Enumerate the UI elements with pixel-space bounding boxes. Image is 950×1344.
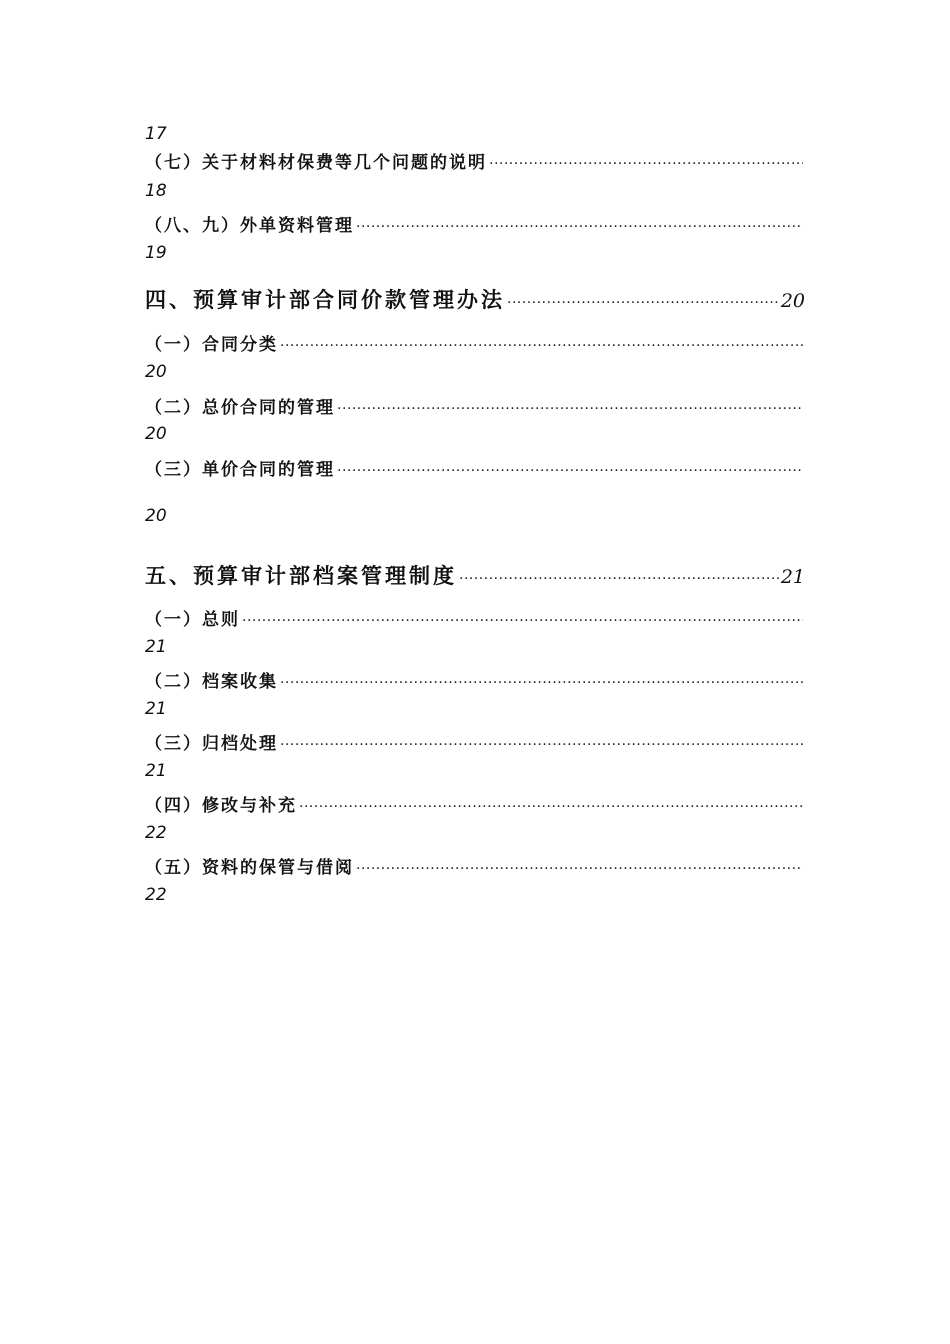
toc-section-label: 五、预算审计部档案管理制度 (145, 563, 457, 588)
dot-leader (280, 734, 803, 754)
toc-page-number-20: 20 (145, 362, 167, 382)
toc-entry-label: （七）关于材料材保费等几个问题的说明 (145, 153, 487, 173)
toc-entry-label: （三）归档处理 (145, 734, 278, 754)
dot-leader (459, 564, 779, 588)
toc-page-number-20: 20 (145, 424, 167, 444)
toc-entry-unit-price-contract[interactable] (145, 455, 805, 480)
toc-entry-label: （二）档案收集 (145, 672, 278, 692)
dot-leader (242, 610, 803, 630)
toc-entry-label: （一）总则 (145, 610, 240, 630)
toc-entry-contract-classification[interactable] (145, 330, 805, 355)
toc-entry-label: （二）总价合同的管理 (145, 398, 335, 418)
toc-entry-external-documents[interactable] (145, 211, 805, 236)
toc-page-number-21: 21 (145, 699, 167, 719)
toc-entry-label: （五）资料的保管与借阅 (145, 858, 354, 878)
dot-leader (337, 398, 803, 418)
toc-page-number-21: 21 (145, 637, 167, 657)
dot-leader (489, 153, 803, 173)
toc-page-number-19: 19 (145, 243, 167, 263)
toc-section-page: 20 (780, 290, 805, 312)
dot-leader (356, 216, 803, 236)
toc-page-number-20: 20 (145, 506, 167, 526)
dot-leader (299, 796, 803, 816)
toc-section-contract-price[interactable] (145, 284, 805, 314)
toc-entry-general-rules[interactable] (145, 605, 805, 630)
toc-section-page: 21 (780, 566, 805, 588)
toc-entry-label: （四）修改与补充 (145, 796, 297, 816)
toc-entry-archive-collection[interactable] (145, 667, 805, 692)
toc-entry-filing-processing[interactable] (145, 729, 805, 754)
toc-entry-lump-sum-contract[interactable] (145, 393, 805, 418)
toc-page-number-21: 21 (145, 761, 167, 781)
toc-page-number-18: 18 (145, 181, 167, 201)
toc-entry-modification-supplement[interactable] (145, 791, 805, 816)
dot-leader (280, 672, 803, 692)
toc-entry-materials-fee[interactable] (145, 148, 805, 173)
toc-entry-storage-borrowing[interactable] (145, 853, 805, 878)
dot-leader (356, 858, 803, 878)
toc-page-number-22: 22 (145, 885, 167, 905)
dot-leader (507, 288, 779, 312)
toc-section-archive-management[interactable] (145, 560, 805, 590)
toc-entry-label: （一）合同分类 (145, 335, 278, 355)
toc-entry-label: （八、九）外单资料管理 (145, 216, 354, 236)
toc-section-label: 四、预算审计部合同价款管理办法 (145, 287, 505, 312)
dot-leader (337, 460, 803, 480)
toc-page-number-22: 22 (145, 823, 167, 843)
toc-page-number-17: 17 (145, 124, 167, 144)
toc-entry-label: （三）单价合同的管理 (145, 460, 335, 480)
dot-leader (280, 335, 803, 355)
